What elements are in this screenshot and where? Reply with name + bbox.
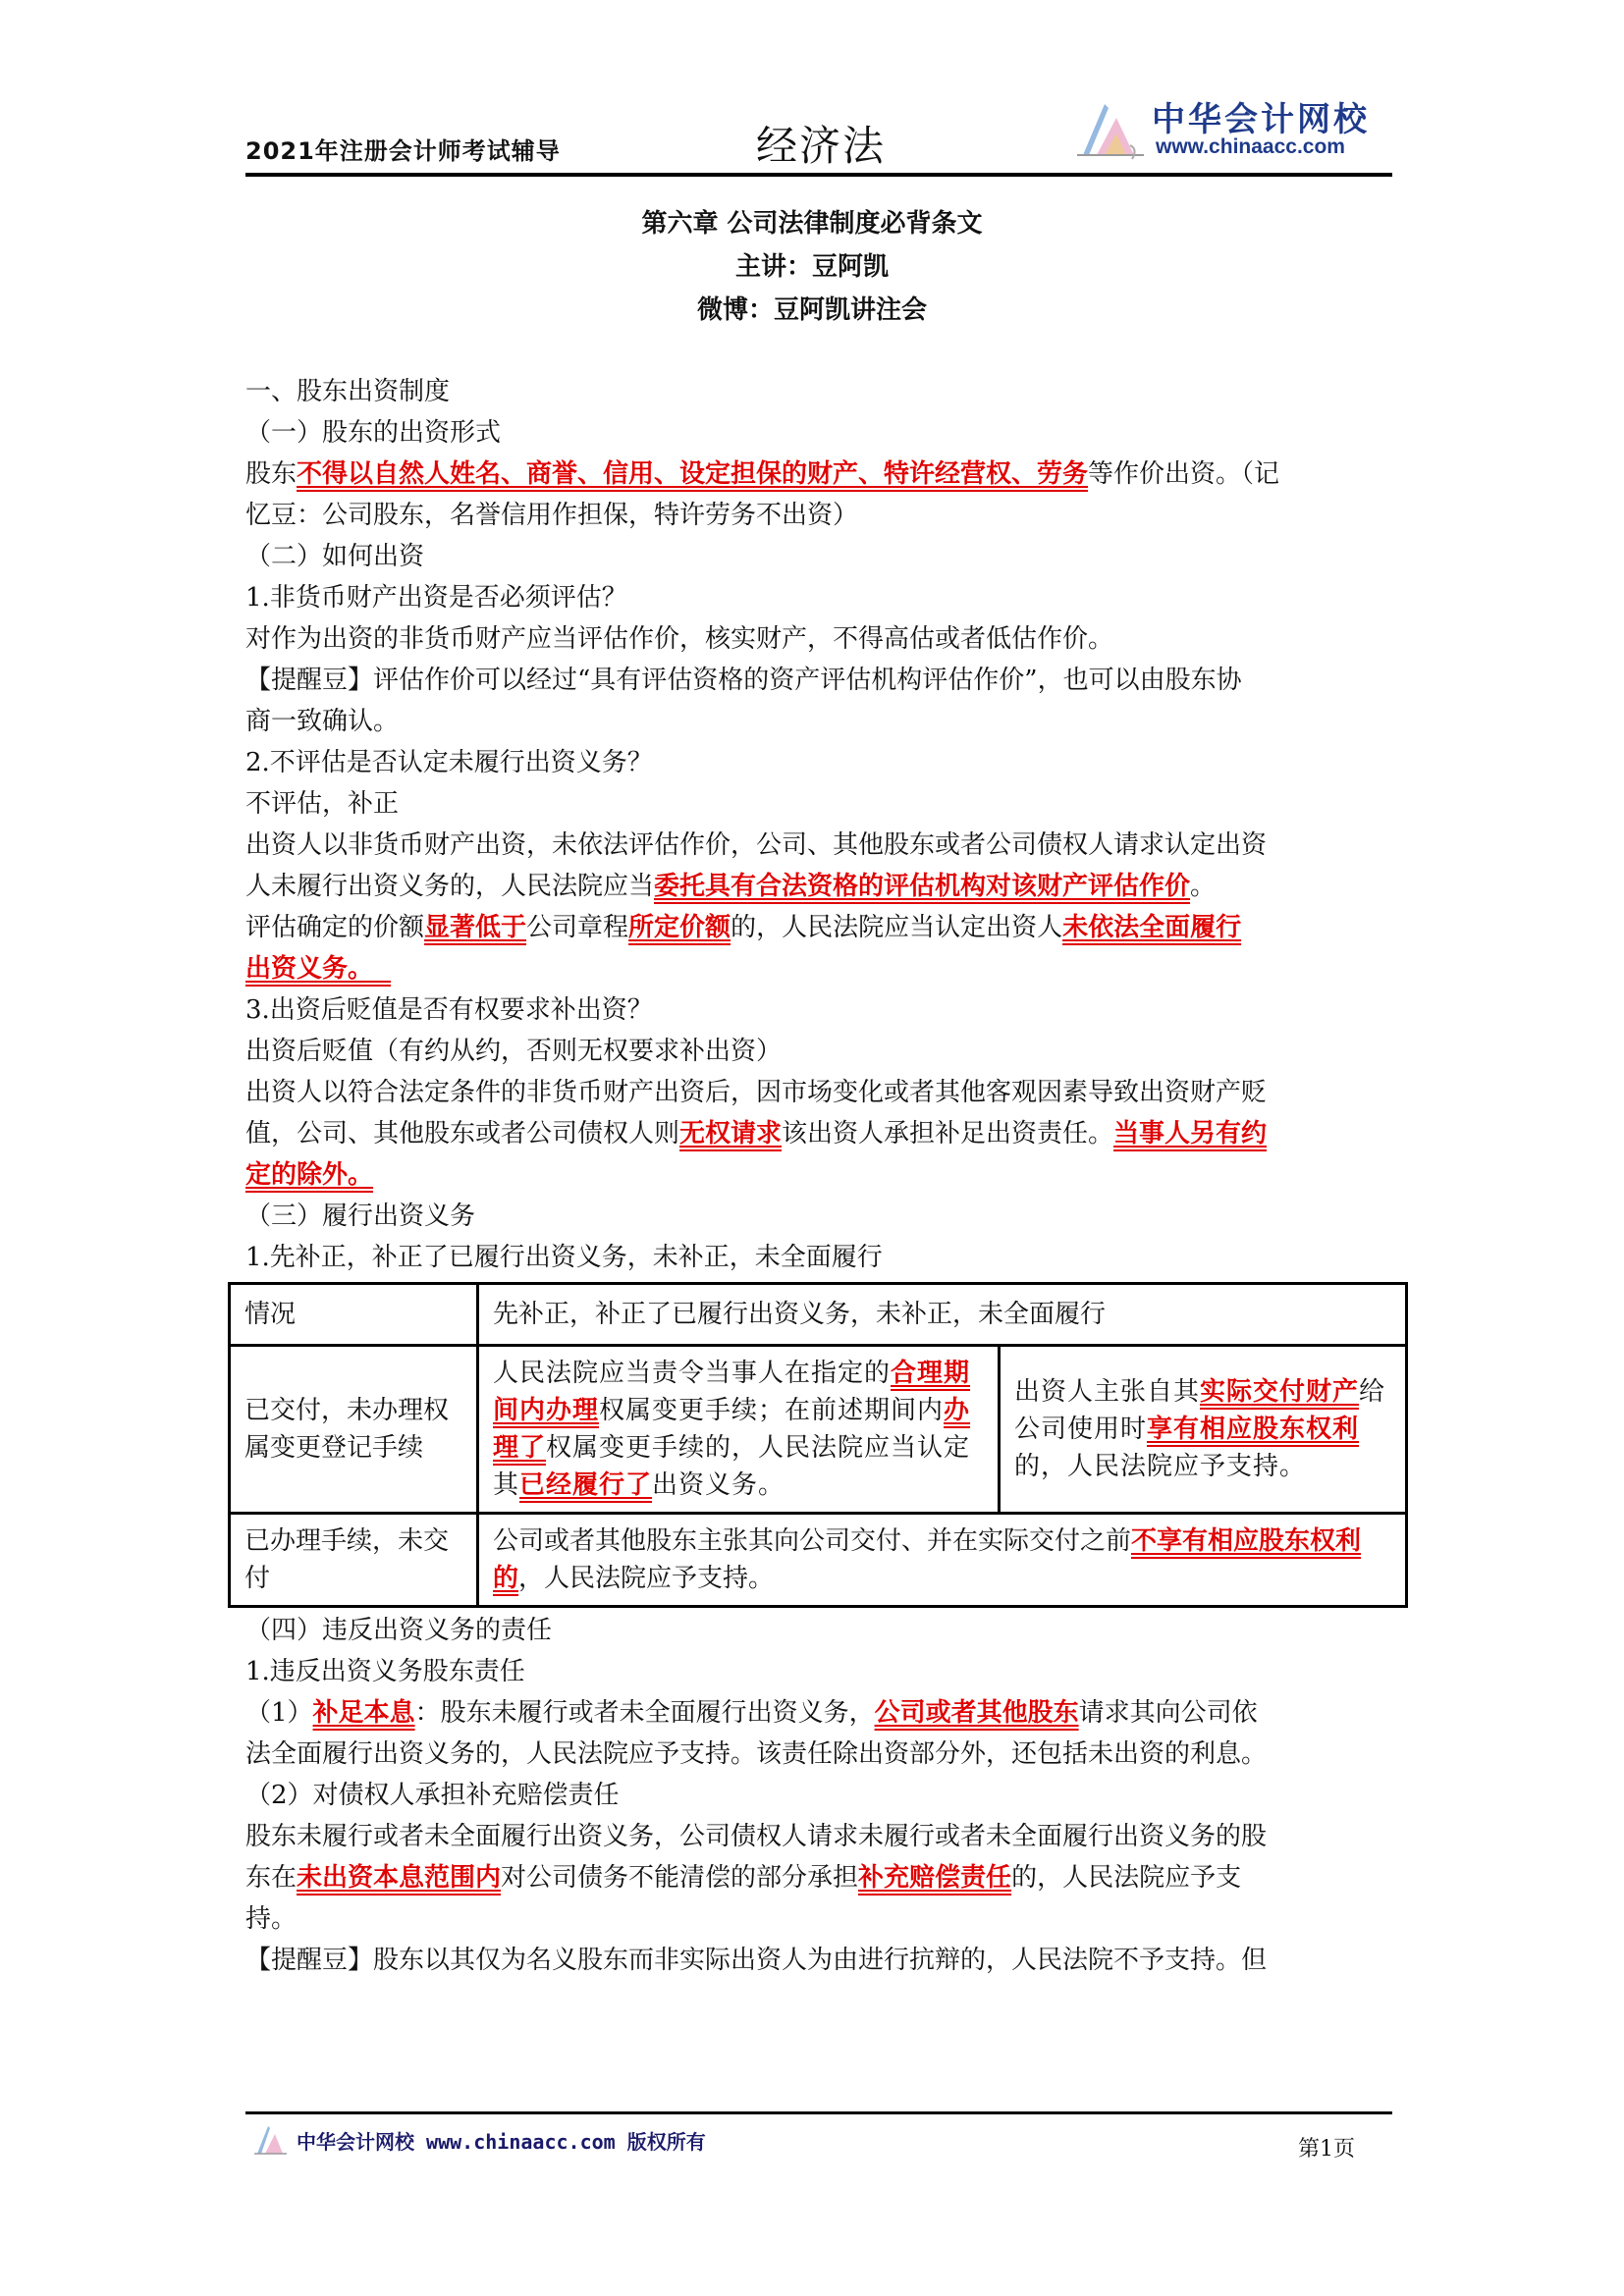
section-heading: 一、股东出资制度: [245, 377, 451, 406]
question: 2.不评估是否认定未履行出资义务？: [245, 748, 653, 777]
highlight-text: 未出资本息范围内: [297, 1863, 502, 1893]
highlight-text: 实际交付财产: [1200, 1377, 1360, 1407]
question: 1.先补正，补正了已履行出资义务，未补正，未全面履行: [245, 1243, 883, 1272]
footer-divider: [245, 2111, 1392, 2114]
triangle-logo-icon: [253, 2122, 289, 2158]
paragraph: [245, 866, 1392, 907]
obligation-table: [228, 1282, 1408, 1608]
table-cell: [478, 1346, 1000, 1514]
text: 公司章程: [526, 913, 629, 942]
highlight-text: 不得以自然人姓名、商誉、信用、设定担保的财产、特许经营权、劳务: [297, 459, 1089, 489]
answer: 不评估，补正: [245, 789, 400, 819]
question: 1.违反出资义务股东责任: [245, 1657, 525, 1686]
subsection-heading: （四）违反出资义务的责任: [245, 1616, 553, 1645]
paragraph: [245, 1857, 1392, 1898]
subsection-heading: （一）股东的出资形式: [245, 418, 502, 448]
table-row: [230, 1514, 1407, 1607]
table-cell: 先补正，补正了已履行出资义务，未补正，未全面履行: [478, 1284, 1407, 1346]
paragraph: [245, 907, 1392, 948]
table-row: [230, 1346, 1407, 1514]
chapter-title: 第六章 公司法律制度必背条文: [641, 209, 983, 239]
paragraph: 股东未履行或者未全面履行出资义务，公司债权人请求未履行或者未全面履行出资义务的股: [245, 1822, 1268, 1851]
highlight-text: 已经履行了: [519, 1470, 653, 1500]
paragraph: [245, 948, 1392, 989]
logo-brand-name: 中华会计网校: [1152, 100, 1370, 139]
header-divider: [245, 173, 1392, 177]
paragraph: 法全面履行出资义务的，人民法院应予支持。该责任除出资部分外，还包括未出资的利息。: [245, 1739, 1268, 1769]
text: 。: [1190, 872, 1217, 901]
text: 权属变更手续；在前述期间内: [599, 1396, 945, 1425]
highlight-text: 办理了: [493, 1396, 971, 1463]
highlight-text: 补足本息: [312, 1698, 415, 1728]
table-cell: 情况: [230, 1284, 478, 1346]
answer: 出资后贬值（有约从约，否则无权要求补出资）: [245, 1037, 783, 1066]
header-logo: [1075, 90, 1389, 169]
tip: 【提醒豆】股东以其仅为名义股东而非实际出资人为由进行抗辩的，人民法院不予支持。但: [245, 1946, 1268, 1975]
highlight-text: 未依法全面履行: [1062, 913, 1242, 942]
table-cell: [478, 1514, 1407, 1607]
paragraph: 出资人以符合法定条件的非货币财产出资后，因市场变化或者其他客观因素导致出资财产贬: [245, 1078, 1268, 1107]
paragraph: [245, 454, 1392, 495]
text: （1）: [245, 1698, 313, 1728]
highlight-text: 享有相应股东权利: [1147, 1415, 1360, 1444]
paragraph: [245, 1113, 1392, 1154]
title-block: [0, 202, 1624, 332]
highlight-text: 无权请求: [679, 1119, 783, 1148]
tip: 【提醒豆】评估作价可以经过“具有评估资格的资产评估机构评估作价”，也可以由股东协: [245, 666, 1242, 695]
highlight-text: 定的除外。: [245, 1160, 374, 1190]
text: 的，人民法院应予支: [1011, 1863, 1242, 1893]
tip: 商一致确认。: [245, 707, 400, 736]
text: 该出资人承担补足出资责任。: [782, 1119, 1114, 1148]
text: 股东: [245, 459, 298, 489]
footer-copyright: 中华会计网校 www.chinaacc.com 版权所有: [297, 2129, 706, 2154]
paragraph: [245, 1154, 1392, 1196]
text: 对公司债务不能清偿的部分承担: [501, 1863, 859, 1893]
table-cell: [1000, 1346, 1407, 1514]
text: 给公司使用时: [1014, 1377, 1386, 1444]
logo-url: www.chinaacc.com: [1156, 135, 1345, 158]
document-body: [245, 371, 1392, 1981]
weibo-line: 微博：豆阿凯讲注会: [696, 295, 927, 325]
highlight-text: 不享有相应股东权利的: [493, 1526, 1362, 1593]
text: 请求其向公司依: [1078, 1698, 1258, 1728]
highlight-text: 显著低于: [424, 913, 527, 942]
question: 3.出资后贬值是否有权要求补出资？: [245, 995, 653, 1025]
footer-brand: [253, 2120, 706, 2160]
text: 权属变更手续的，人民法院应当认定其: [493, 1433, 971, 1500]
text: 出资人主张自其: [1014, 1377, 1201, 1407]
text: ：股东未履行或者未全面履行出资义务，: [414, 1698, 875, 1728]
text: 出资义务。: [652, 1470, 785, 1500]
text: 人民法院应当责令当事人在指定的: [493, 1359, 892, 1388]
text: ，人民法院应予支持。: [518, 1564, 775, 1593]
text: 的，人民法院应予支持。: [1014, 1452, 1307, 1481]
text: 值，公司、其他股东或者公司债权人则: [245, 1119, 680, 1148]
page-number: 第1页: [1298, 2137, 1355, 2162]
text: 公司或者其他股东主张其向公司交付、并在实际交付之前: [493, 1526, 1132, 1556]
triangle-logo-icon: [1075, 96, 1146, 161]
header-exam-title: 2021年注册会计师考试辅导: [245, 137, 561, 165]
paragraph: 忆豆：公司股东，名誉信用作担保，特许劳务不出资）: [245, 501, 859, 530]
highlight-text: 出资义务。: [245, 954, 392, 984]
text: 评估确定的价额: [245, 913, 425, 942]
text: 的，人民法院应当认定出资人: [731, 913, 1063, 942]
highlight-text: 所定价额: [628, 913, 731, 942]
paragraph-heading: （2）对债权人承担补充赔偿责任: [245, 1781, 620, 1810]
highlight-text: 补充赔偿责任: [858, 1863, 1012, 1893]
text: 东在: [245, 1863, 298, 1893]
table-cell: 已办理手续，未交付: [230, 1514, 478, 1607]
header-subject: 经济法: [756, 122, 887, 170]
highlight-text: 委托具有合法资格的评估机构对该财产评估作价: [654, 872, 1191, 901]
paragraph: 持。: [245, 1904, 298, 1934]
lecturer-line: 主讲：豆阿凯: [734, 252, 889, 282]
subsection-heading: （二）如何出资: [245, 542, 425, 571]
text: 等作价出资。（记: [1088, 459, 1280, 489]
table-cell: 已交付，未办理权属变更登记手续: [230, 1346, 478, 1514]
paragraph: [245, 1692, 1392, 1734]
table-header-row: [230, 1284, 1407, 1346]
question: 1.非货币财产出资是否必须评估？: [245, 583, 627, 613]
text: 人未履行出资义务的，人民法院应当: [245, 872, 655, 901]
subsection-heading: （三）履行出资义务: [245, 1201, 476, 1231]
paragraph: 出资人以非货币财产出资，未依法评估作价，公司、其他股东或者公司债权人请求认定出资: [245, 830, 1268, 860]
answer: 对作为出资的非货币财产应当评估作价，核实财产，不得高估或者低估作价。: [245, 624, 1114, 654]
highlight-text: 公司或者其他股东: [874, 1698, 1079, 1728]
highlight-text: 合理期间内办理: [493, 1359, 971, 1425]
highlight-text: 当事人另有约: [1113, 1119, 1268, 1148]
